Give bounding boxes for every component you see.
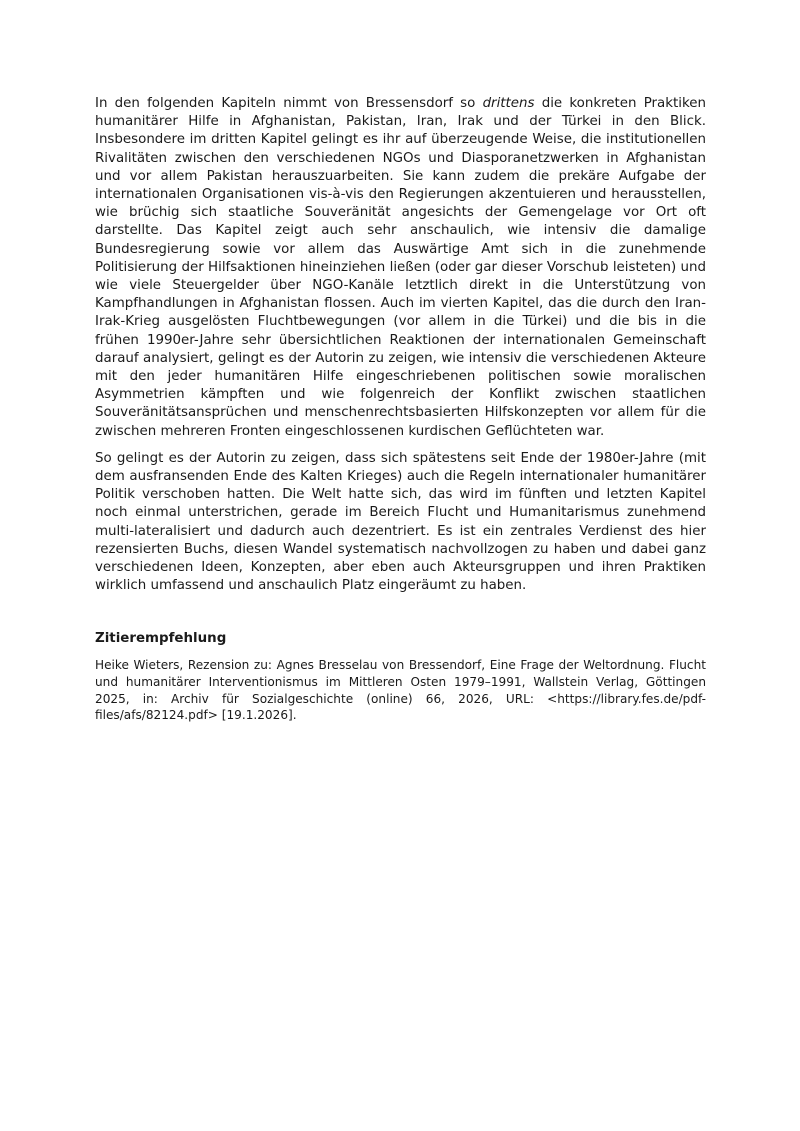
body-paragraph-2: So gelingt es der Autorin zu zeigen, dass sich spätestens seit Ende der 1980er-Jahre (mit dem ausfransenden Ende des Kalten Krieges) auch die Regeln internationaler humanitärer Politik verschoben hatten. Die Welt hatte sich, das wird im fünften und letzten Kapitel noch einmal unterstrichen, gerade im Bereich Flucht und Humanitarismus zunehmend multi-lateralisiert und dadurch auch dezentriert. Es ist ein zentrales Verdienst des hier rezensierten Buchs, diesen Wandel systematisch nachvollzogen zu haben und dabei ganz verschiedenen Ideen, Konzepten, aber eben auch Akteursgruppen und ihren Praktiken wirklich umfassend und anschaulich Platz eingeräumt zu haben. bbox=[95, 450, 706, 594]
citation-heading: Zitierempfehlung bbox=[95, 631, 227, 647]
paragraph-1-intro: In den folgenden Kapiteln nimmt von Bressensdorf so bbox=[95, 96, 483, 111]
citation-text: Heike Wieters, Rezension zu: Agnes Bresselau von Bressendorf, Eine Frage der Weltordnung. Flucht und humanitärer Interventionismus im Mittleren Osten 1979–1991, Wallstein Verlag, Göttingen 2025, in: Archiv für Sozialgeschichte (online) 66, 2026, URL: <https://library.fes.de/pdf-files/afs/82124.pdf> [19.1.2026]. bbox=[95, 658, 706, 723]
paragraph-1-text: die konkreten Praktiken humanitärer Hilfe in Afghanistan, Pakistan, Iran, Irak und der Türkei in den Blick. Insbesondere im dritten Kapitel gelingt es ihr auf überzeugende Weise, die institutionellen Rivalitäten zwischen den verschiedenen NGOs und Diasporanetzwerken in Afghanistan und vor allem Pakistan herauszuarbeiten. Sie kann zudem die prekäre Aufgabe der internationalen Organisationen vis-à-vis den Regierungen akzentuieren und herausstellen, wie brüchig sich staatliche Souveränität angesichts der Gemengelage vor Ort oft darstellte. Das Kapitel zeigt auch sehr anschaulich, wie intensiv die damalige Bundesregierung sowie vor allem das Auswärtige Amt sich in die zunehmende Politisierung der Hilfsaktionen hineinziehen ließen (oder gar dieser Vorschub leisteten) und wie viele Steuergelder über NGO-Kanäle letztlich direkt in die Unterstützung von Kampfhandlungen in Afghanistan flossen. Auch im vierten Kapitel, das die durch den Iran-Irak-Krieg ausgelösten Fluchtbewegungen (vor allem in die Türkei) und die bis in die frühen 1990er-Jahre sehr übersichtlichen Reaktionen der internationalen Gemeinschaft darauf analysiert, gelingt es der Autorin zu zeigen, wie intensiv die verschiedenen Akteure mit den jeder humanitären Hilfe eingeschriebenen politischen sowie moralischen Asymmetrien kämpften und wie folgenreich der Konflikt zwischen staatlichen Souveränitätsansprüchen und menschenrechtsbasierten Hilfskonzepten vor allem für die zwischen mehreren Fronten eingeschlossenen kurdischen Geflüchteten war. bbox=[95, 96, 706, 439]
emphasis-drittens: drittens bbox=[482, 96, 535, 111]
body-paragraph-1 bbox=[95, 95, 706, 441]
document-page bbox=[95, 95, 706, 724]
